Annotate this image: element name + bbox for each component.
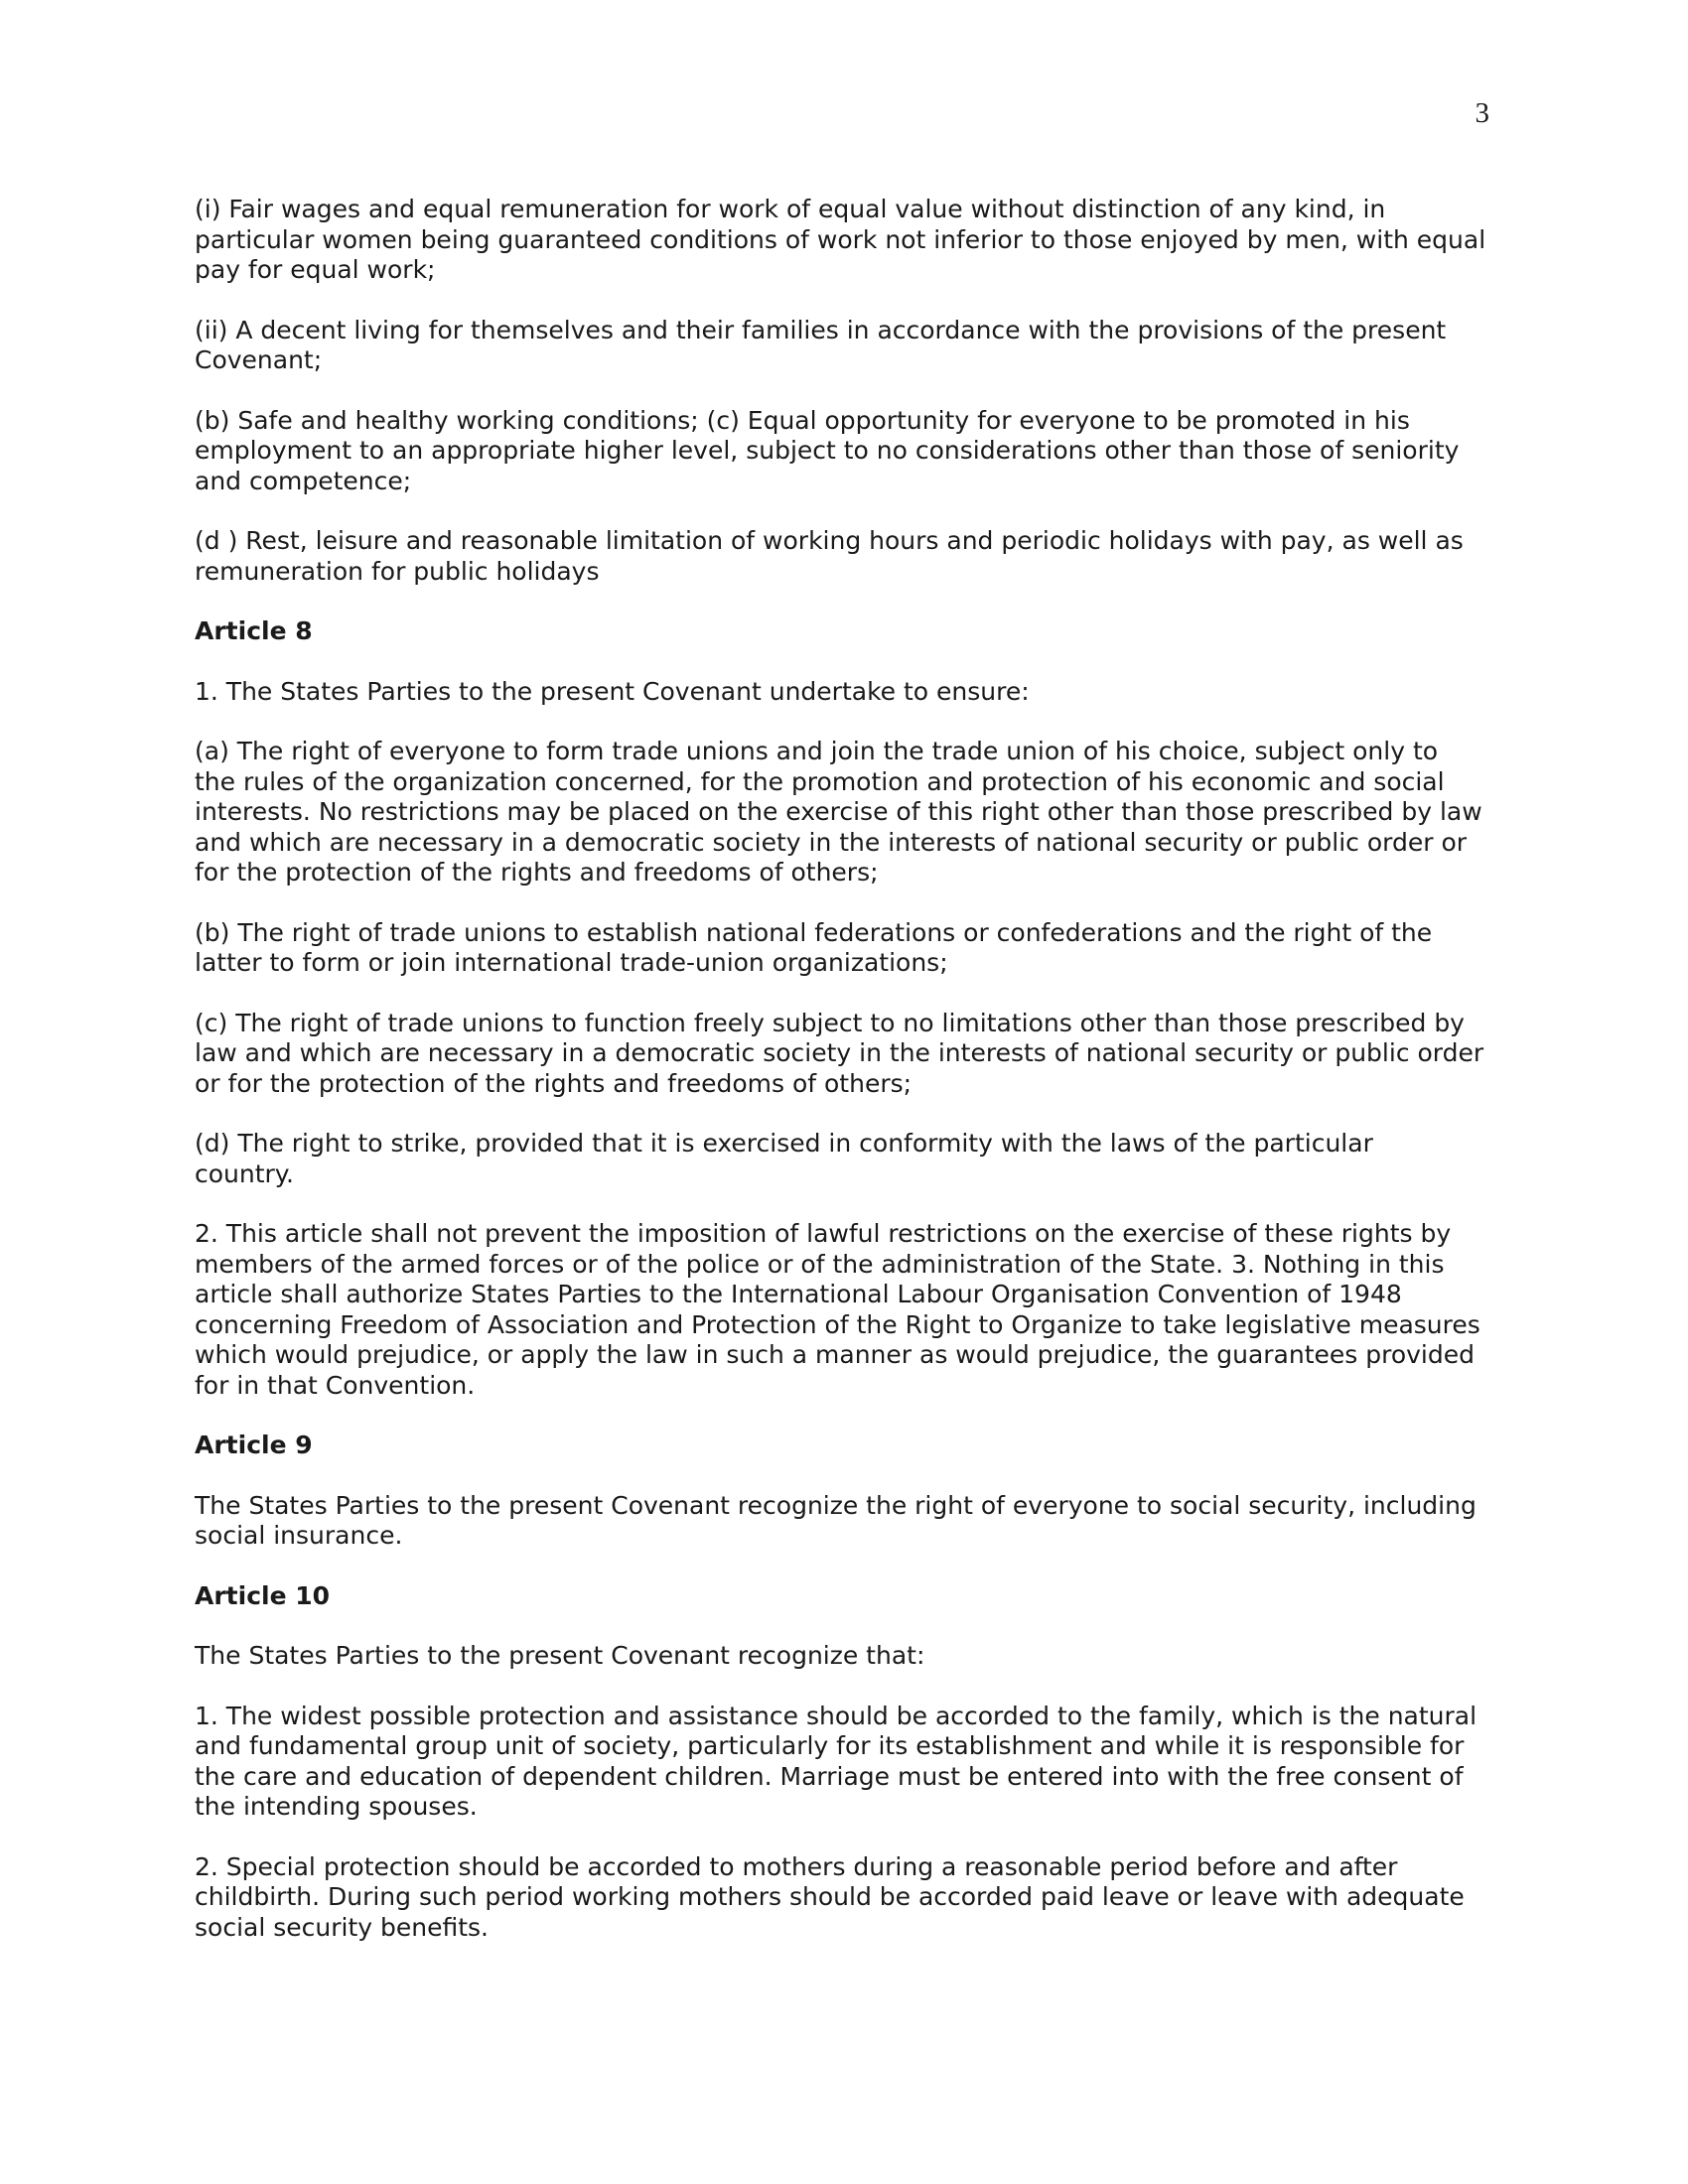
article-10-heading: Article 10 bbox=[195, 1580, 331, 1610]
paragraph-8-1d: (d) The right to strike, provided that it is exercised in conformity with the laws of the particular country. bbox=[195, 1129, 1373, 1188]
paragraph-8-1b: (b) The right of trade unions to establish national federations or confederations and the right of the latter to form or join international trade-union organizations; bbox=[195, 917, 1433, 977]
paragraph-10-intro: The States Parties to the present Covenant recognize that: bbox=[195, 1641, 925, 1670]
document-body bbox=[195, 195, 1515, 1973]
paragraph-8-2-3: 2. This article shall not prevent the imposition of lawful restrictions on the exercise of these rights by members of the armed forces or of the police or of the administration of the State. 3. Nothing in this article shall authorize States Parties to the International Labour Organisation Convention of 1948 concerning Freedom of Association and Protection of the Right to Organize to take legislative measures which would prejudice, or apply the law in such a manner as would prejudice, the guarantees provided for in that Convention. bbox=[195, 1219, 1480, 1400]
paragraph-8-1: 1. The States Parties to the present Covenant undertake to ensure: bbox=[195, 676, 1030, 706]
paragraph-7a-ii: (ii) A decent living for themselves and their families in accordance with the provisions of the present Covenant; bbox=[195, 315, 1447, 374]
paragraph-10-2: 2. Special protection should be accorded to mothers during a reasonable period before and after childbirth. During such period working mothers should be accorded paid leave or leave with adequate social security benefits. bbox=[195, 1851, 1465, 1942]
paragraph-7a-i: (i) Fair wages and equal remuneration for work of equal value without distinction of any kind, in particular women being guaranteed conditions of work not inferior to those enjoyed by men, with equal pay for equal work; bbox=[195, 195, 1486, 284]
paragraph-10-1: 1. The widest possible protection and assistance should be accorded to the family, which is the natural and fundamental group unit of society, particularly for its establishment and while it is responsible for the care and education of dependent children. Marriage must be entered into with the free consent of the intending spouses. bbox=[195, 1701, 1477, 1821]
paragraph-7d: (d ) Rest, leisure and reasonable limitation of working hours and periodic holidays with pay, as well as remuneration for public holidays bbox=[195, 526, 1464, 586]
article-9-heading: Article 9 bbox=[195, 1431, 313, 1459]
paragraph-9: The States Parties to the present Covenant recognize the right of everyone to social security, including social insurance. bbox=[195, 1490, 1477, 1550]
paragraph-7b-c: (b) Safe and healthy working conditions; (c) Equal opportunity for everyone to be promoted in his employment to an appropriate higher level, subject to no considerations other than those of seniority and competence; bbox=[195, 405, 1460, 495]
paragraph-8-1a: (a) The right of everyone to form trade unions and join the trade union of his choice, subject only to the rules of the organization concerned, for the promotion and protection of his economic and social interests. No restrictions may be placed on the exercise of this right other than those prescribed by law and which are necessary in a democratic society in the interests of national security or public order or for the protection of the rights and freedoms of others; bbox=[195, 737, 1482, 887]
paragraph-8-1c: (c) The right of trade unions to function freely subject to no limitations other than those prescribed by law and which are necessary in a democratic society in the interests of national security or public order or for the protection of the rights and freedoms of others; bbox=[195, 1008, 1484, 1098]
article-8-heading: Article 8 bbox=[195, 616, 313, 645]
page-number: 3 bbox=[1475, 97, 1489, 129]
